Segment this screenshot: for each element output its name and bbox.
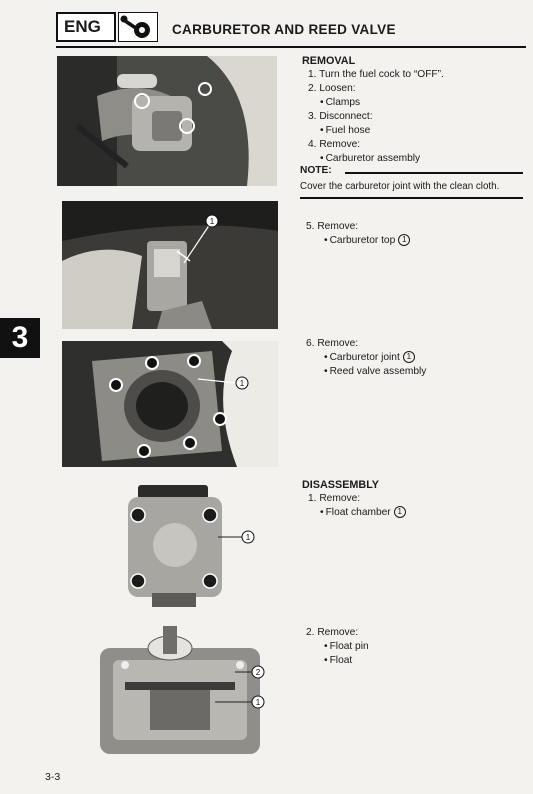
removal-step-2: 2. Loosen: [308, 83, 356, 94]
removal-section [302, 54, 527, 166]
step-float-heading: 2. Remove: [306, 627, 359, 638]
removal-step-2-item: • Clamps [320, 96, 527, 110]
disassembly-step-1-item: • Float chamber 1 [320, 506, 524, 520]
removal-heading: REMOVAL [302, 55, 356, 67]
photo-carburetor-joint [62, 341, 278, 467]
section-tab: 3 [0, 318, 40, 358]
step-float [306, 626, 526, 668]
removal-step-4-item: • Carburetor assembly [320, 152, 527, 166]
photo-float-chamber [110, 485, 260, 610]
note-text: Cover the carburetor joint with the clean cloth. [300, 181, 500, 192]
callout-1: 1 [403, 351, 415, 363]
removal-note [300, 164, 528, 178]
photo-carburetor-installed [57, 56, 277, 186]
removal-step-3-item: • Fuel hose [320, 124, 527, 138]
note-label: NOTE: [300, 165, 332, 176]
step-float-item-1: • Float pin [324, 640, 526, 654]
page-header [56, 8, 526, 48]
callout-1: 1 [394, 506, 406, 518]
removal-step-1: 1. Turn the fuel cock to “OFF”. [308, 69, 444, 80]
p4-callout: 1 [245, 533, 251, 542]
step-5 [306, 220, 526, 248]
removal-step-3: 3. Disconnect: [308, 111, 373, 122]
disassembly-step-1: 1. Remove: [308, 493, 361, 504]
page-number: 3-3 [45, 771, 61, 783]
disassembly-section [302, 478, 524, 520]
step-6-item-2: • Reed valve assembly [324, 365, 526, 379]
p5-callout-1: 1 [255, 698, 261, 707]
step-5-heading: 5. Remove: [306, 221, 359, 232]
removal-step-4: 4. Remove: [308, 139, 361, 150]
step-5-item: • Carburetor top 1 [324, 234, 526, 248]
step-6 [306, 337, 526, 379]
header-divider [56, 46, 526, 48]
p3-callout: 1 [239, 379, 245, 388]
eng-badge: ENG [56, 12, 116, 42]
note-rule-bottom [300, 197, 523, 199]
step-6-item-1: • Carburetor joint 1 [324, 351, 526, 365]
p5-callout-2: 2 [255, 668, 261, 677]
step-6-heading: 6. Remove: [306, 338, 359, 349]
photo-carburetor-top [62, 201, 278, 329]
step-float-item-2: • Float [324, 654, 526, 668]
engine-wrench-icon [118, 12, 158, 42]
p2-callout: 1 [209, 217, 215, 226]
page-title: CARBURETOR AND REED VALVE [172, 22, 396, 37]
note-rule-top [345, 172, 523, 174]
callout-1: 1 [398, 234, 410, 246]
disassembly-heading: DISASSEMBLY [302, 479, 379, 491]
photo-float [95, 620, 270, 754]
